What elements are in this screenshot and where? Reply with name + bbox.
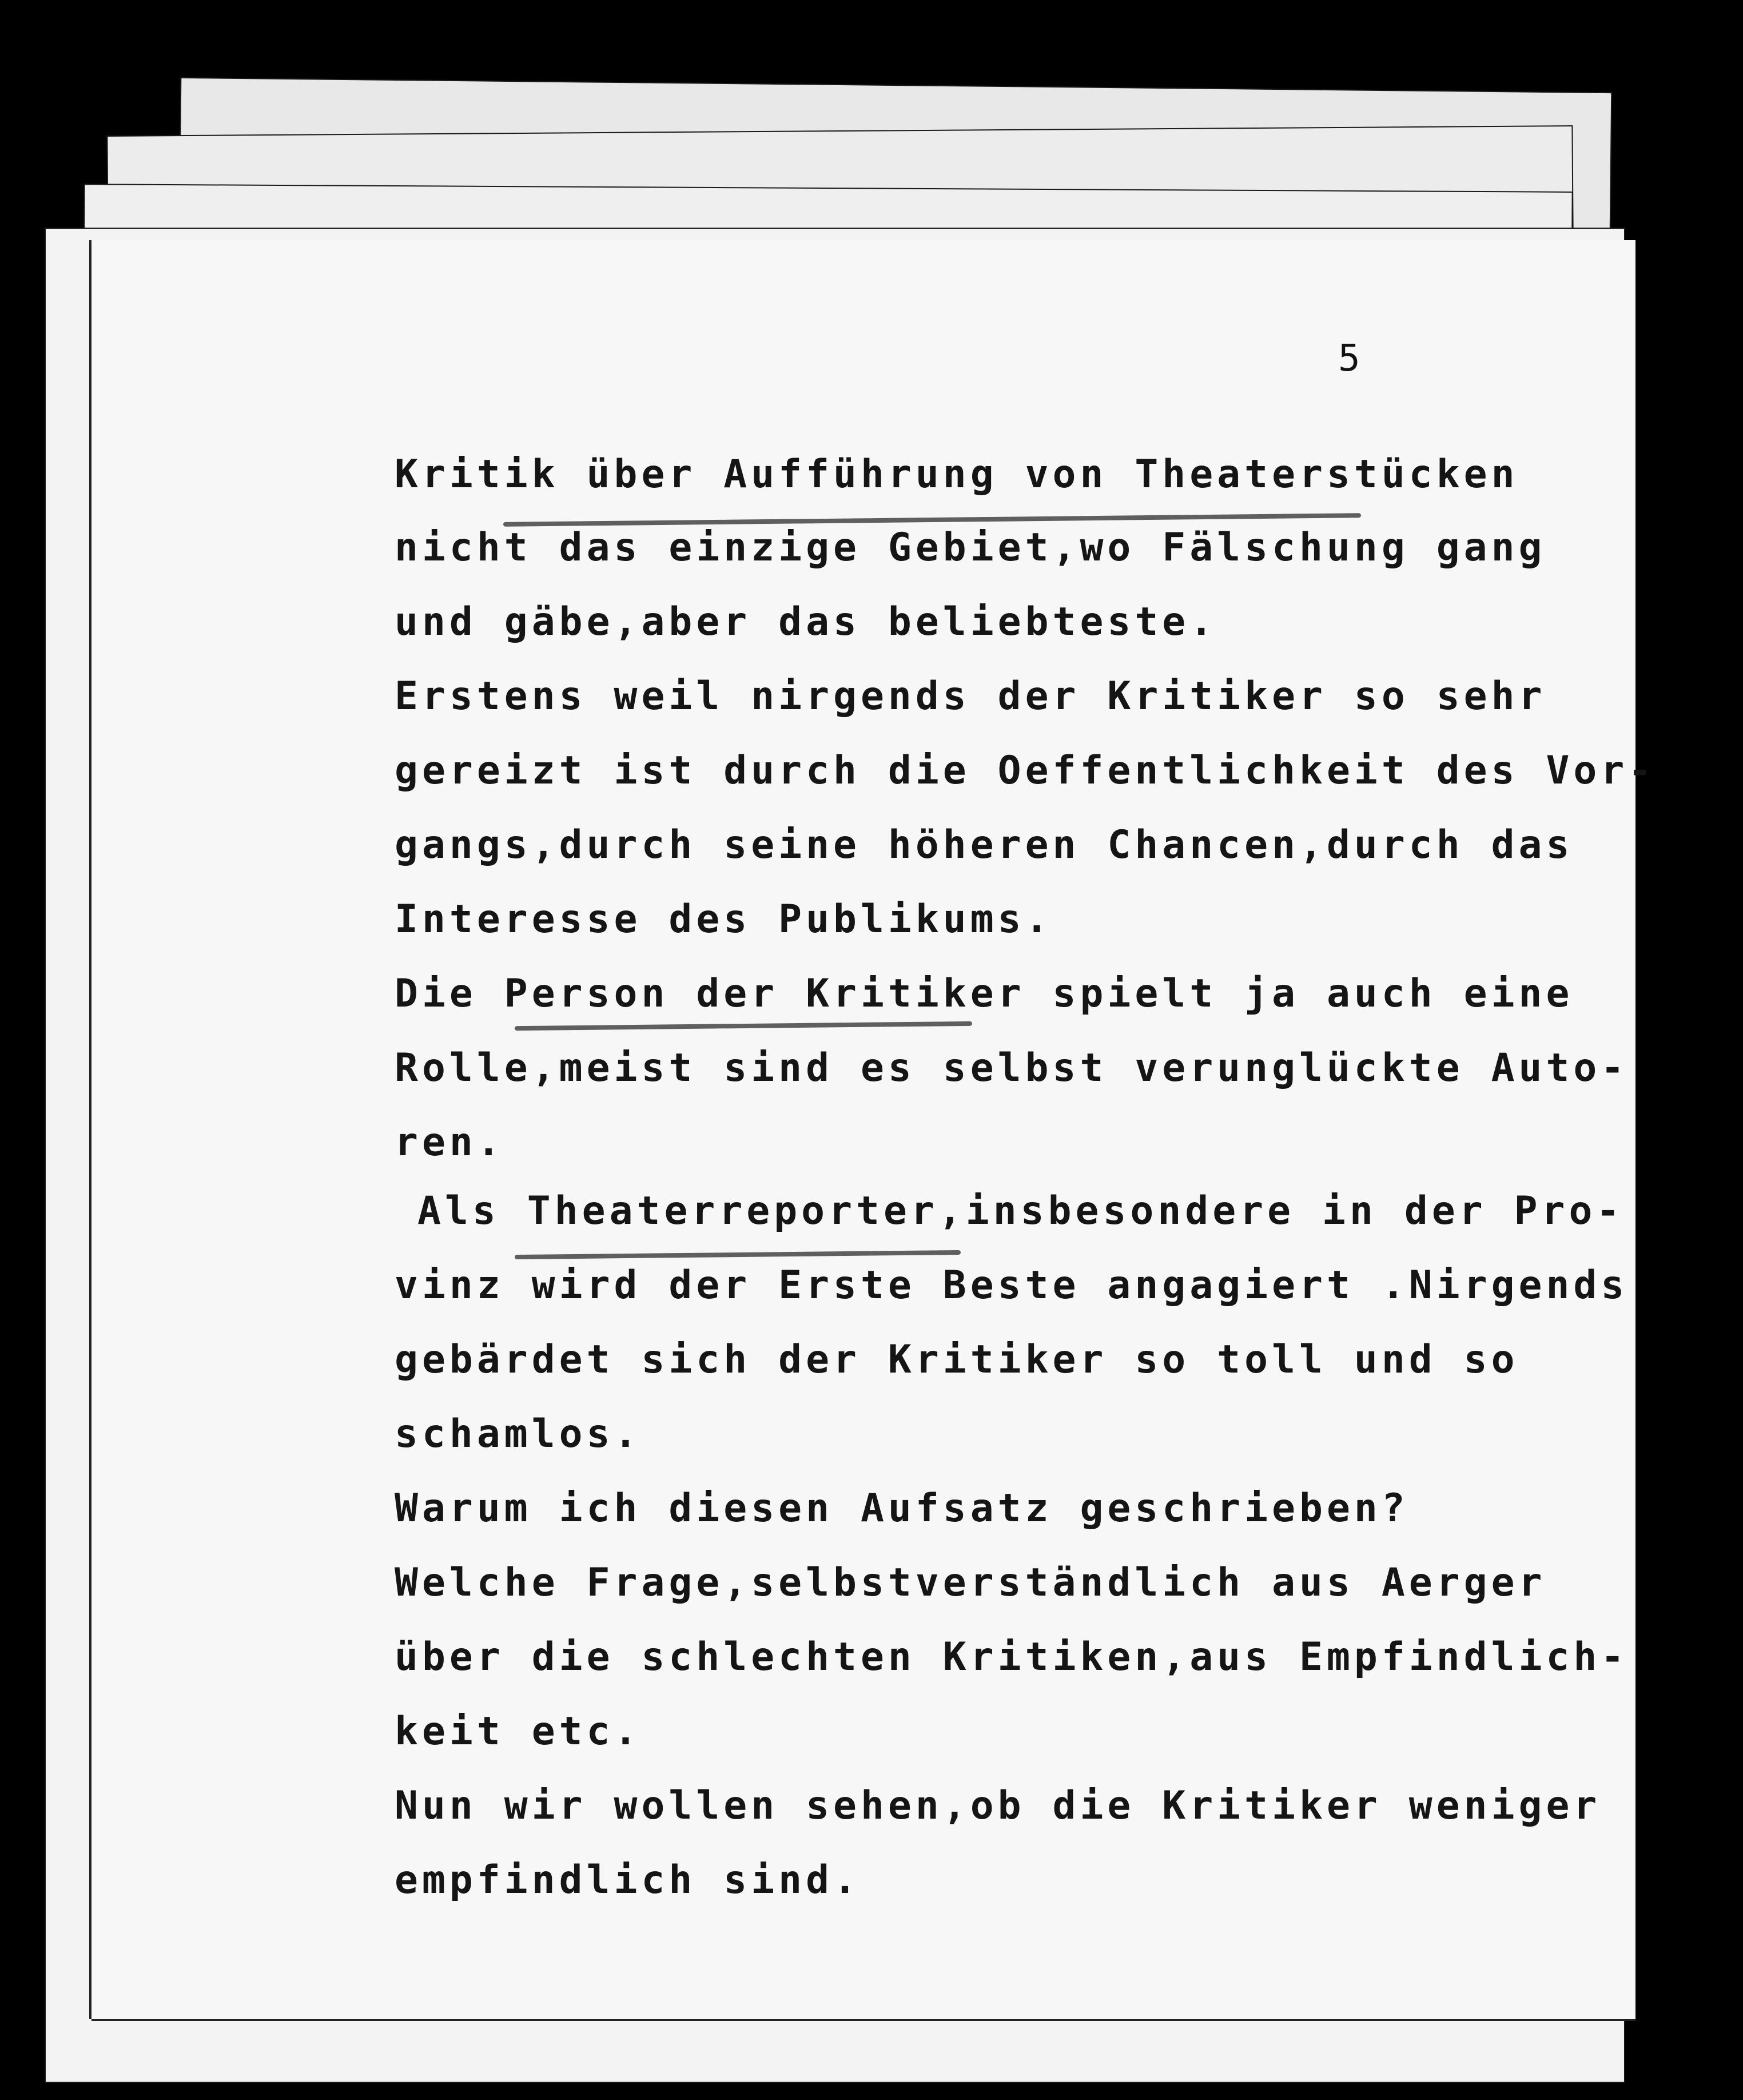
text-line: Rolle,meist sind es selbst verunglückte Auto- [395, 1045, 1629, 1091]
text-line: Warum ich diesen Aufsatz geschrieben? [395, 1486, 1409, 1531]
text-line: Interesse des Publikums. [395, 897, 1053, 942]
text-line: Nun wir wollen sehen,ob die Kritiker weniger [395, 1783, 1601, 1828]
text-line: schamlos. [395, 1411, 642, 1457]
text-line: ren. [395, 1120, 504, 1165]
text-line: empfindlich sind. [395, 1858, 861, 1903]
text-line: Erstens weil nirgends der Kritiker so sehr [395, 674, 1546, 719]
text-line: gebärdet sich der Kritiker so toll und so [395, 1337, 1519, 1382]
text-line: Kritik über Aufführung von Theaterstücken [395, 452, 1519, 497]
text-line: Die Person der Kritiker spielt ja auch eine [395, 971, 1574, 1016]
text-line: gangs,durch seine höheren Chancen,durch das [395, 822, 1574, 868]
text-line: über die schlechten Kritiken,aus Empfindlich- [395, 1634, 1629, 1680]
document-page [91, 240, 1635, 2019]
text-line: Als Theaterreporter,insbesondere in der Pro- [417, 1188, 1624, 1234]
text-line: gereizt ist durch die Oeffentlichkeit des Vor- [395, 748, 1656, 793]
text-line: keit etc. [395, 1709, 642, 1754]
page-number: 5 [1338, 337, 1360, 380]
text-line: nicht das einzige Gebiet,wo Fälschung gang [395, 525, 1546, 570]
text-line: Welche Frage,selbstverständlich aus Aerger [395, 1560, 1546, 1605]
text-line: und gäbe,aber das beliebteste. [395, 599, 1217, 645]
text-line: vinz wird der Erste Beste angagiert .Nirgends [395, 1263, 1629, 1308]
